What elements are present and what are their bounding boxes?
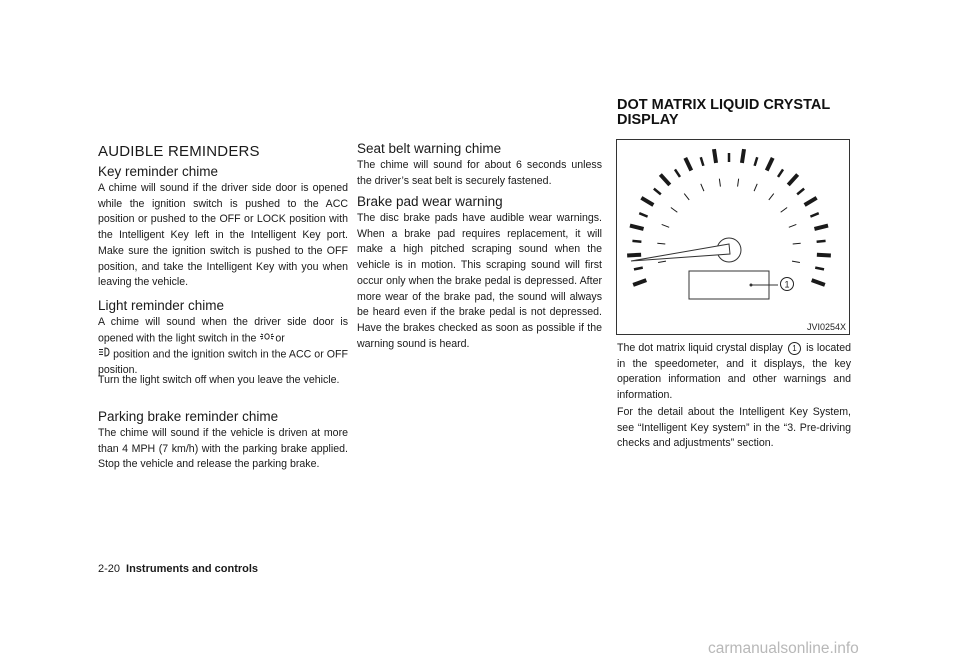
dot-matrix-body-1-text-a: The dot matrix liquid crystal display [617, 342, 783, 354]
dial-major-tick [633, 280, 646, 285]
speedometer-illustration [617, 140, 849, 334]
dot-matrix-title [617, 98, 830, 128]
speedometer-figure [616, 139, 850, 335]
dot-matrix-body-1 [617, 341, 851, 404]
light-reminder-text-2: position and the ignition switch in the ACC or OFF position. [98, 348, 348, 377]
dial-minor-tick [662, 224, 669, 227]
dial-minor-tick [701, 184, 704, 191]
dial-major-tick [778, 169, 783, 176]
dial-minor-tick [719, 179, 720, 187]
brake-pad-body: The disc brake pads have audible wear warnings. When a brake pad requires replacement, it will make a high pitched scraping sound when the vehicle is in motion. This scraping sound will first occur only when the brake pedal is depressed. After more wear of the brake pad, the sound will always be heard even if the brake pedal is not depressed. Have the brakes checked as soon as possible if the warning sound is heard. [357, 212, 602, 350]
dial-major-tick [632, 241, 641, 242]
dial-major-tick [675, 169, 680, 176]
chapter-name: Instruments and controls [126, 563, 259, 575]
dot-matrix-body-2: For the detail about the Intelligent Key System, see “Intelligent Key system” in the “3. Pre-driving checks and adjustments” section. [617, 406, 851, 450]
dial-major-tick [639, 213, 647, 216]
section-title-audible-reminders: AUDIBLE REMINDERS [98, 143, 260, 160]
dial-minor-tick [671, 208, 677, 213]
page-number: 2-20 [98, 563, 121, 575]
key-reminder-body: A chime will sound if the driver side door is opened while the ignition switch is pushed to the ACC position or pushed to the OFF or LOCK position with the Intelligent Key left in the Intelligent Key port. Make sure the ignition switch is pushed to the OFF position, and take the Intelligent Key with you when leaving the vehicle. [98, 182, 348, 289]
dial-minor-tick [789, 224, 796, 227]
light-reminder-body-2: Turn the light switch off when you leave the vehicle. [98, 374, 340, 386]
dial-major-tick [788, 175, 797, 185]
dial-major-tick [755, 157, 758, 166]
dot-matrix-title-line-2: DISPLAY [617, 112, 679, 128]
dial-major-tick [641, 198, 653, 205]
light-reminder-title: Light reminder chime [98, 298, 225, 313]
dial-minor-tick [793, 243, 801, 244]
parking-brake-title: Parking brake reminder chime [98, 409, 279, 424]
figure-code: JVI0254X [806, 322, 846, 332]
dial-major-tick [630, 226, 644, 229]
dial-major-tick [810, 213, 818, 216]
dial-minor-tick [754, 184, 757, 191]
dial-major-tick [660, 175, 669, 185]
light-reminder-body [98, 315, 348, 379]
dial-minor-tick [792, 261, 800, 262]
dial-major-tick [817, 241, 826, 242]
dial-major-tick [817, 255, 831, 256]
light-reminder-or: or [275, 332, 285, 345]
seat-belt-body: The chime will sound for about 6 seconds unless the driver’s seat belt is securely fastened. [357, 159, 602, 187]
dial-major-tick [701, 157, 704, 166]
dial-minor-tick [738, 179, 739, 187]
parking-brake-body: The chime will sound if the vehicle is driven at more than 4 MPH (7 km/h) with the parking brake applied. Stop the vehicle and release the parking brake. [98, 427, 348, 471]
headlight-icon [98, 347, 110, 363]
dial-minor-tick [657, 243, 665, 244]
seat-belt-title: Seat belt warning chime [357, 141, 502, 156]
dial-major-tick [714, 149, 716, 163]
dial-major-tick [814, 226, 828, 229]
dial-major-tick [742, 149, 744, 163]
watermark: carmanualsonline.info [708, 640, 859, 657]
key-reminder-title: Key reminder chime [98, 164, 219, 179]
parking-light-icon [259, 331, 275, 347]
dial-minor-tick [684, 194, 689, 200]
dial-major-tick [685, 158, 691, 171]
dial-minor-tick [658, 261, 666, 262]
dot-matrix-title-line-1: DOT MATRIX LIQUID CRYSTAL [617, 97, 831, 113]
dot-matrix-body-1-text-b: is located in the speedometer, and it displays, the key operation information and other warnings and information. [617, 342, 852, 402]
brake-pad-title: Brake pad wear warning [357, 194, 503, 209]
dial-major-tick [634, 268, 643, 270]
page-footer [98, 563, 258, 575]
dial-major-tick [767, 158, 773, 171]
dial-major-tick [805, 198, 817, 205]
dial-minor-tick [769, 194, 774, 200]
dial-major-tick [797, 189, 804, 195]
callout-1-inline: 1 [788, 342, 801, 355]
light-reminder-text-1: A chime will sound when the driver side door is opened with the light switch in the [98, 316, 348, 345]
dial-major-tick [654, 189, 661, 195]
dial-major-tick [815, 268, 824, 270]
dial-major-tick [812, 280, 825, 285]
dial-major-tick [627, 255, 641, 256]
callout-1-label: 1 [784, 279, 790, 290]
dial-minor-tick [781, 208, 787, 213]
